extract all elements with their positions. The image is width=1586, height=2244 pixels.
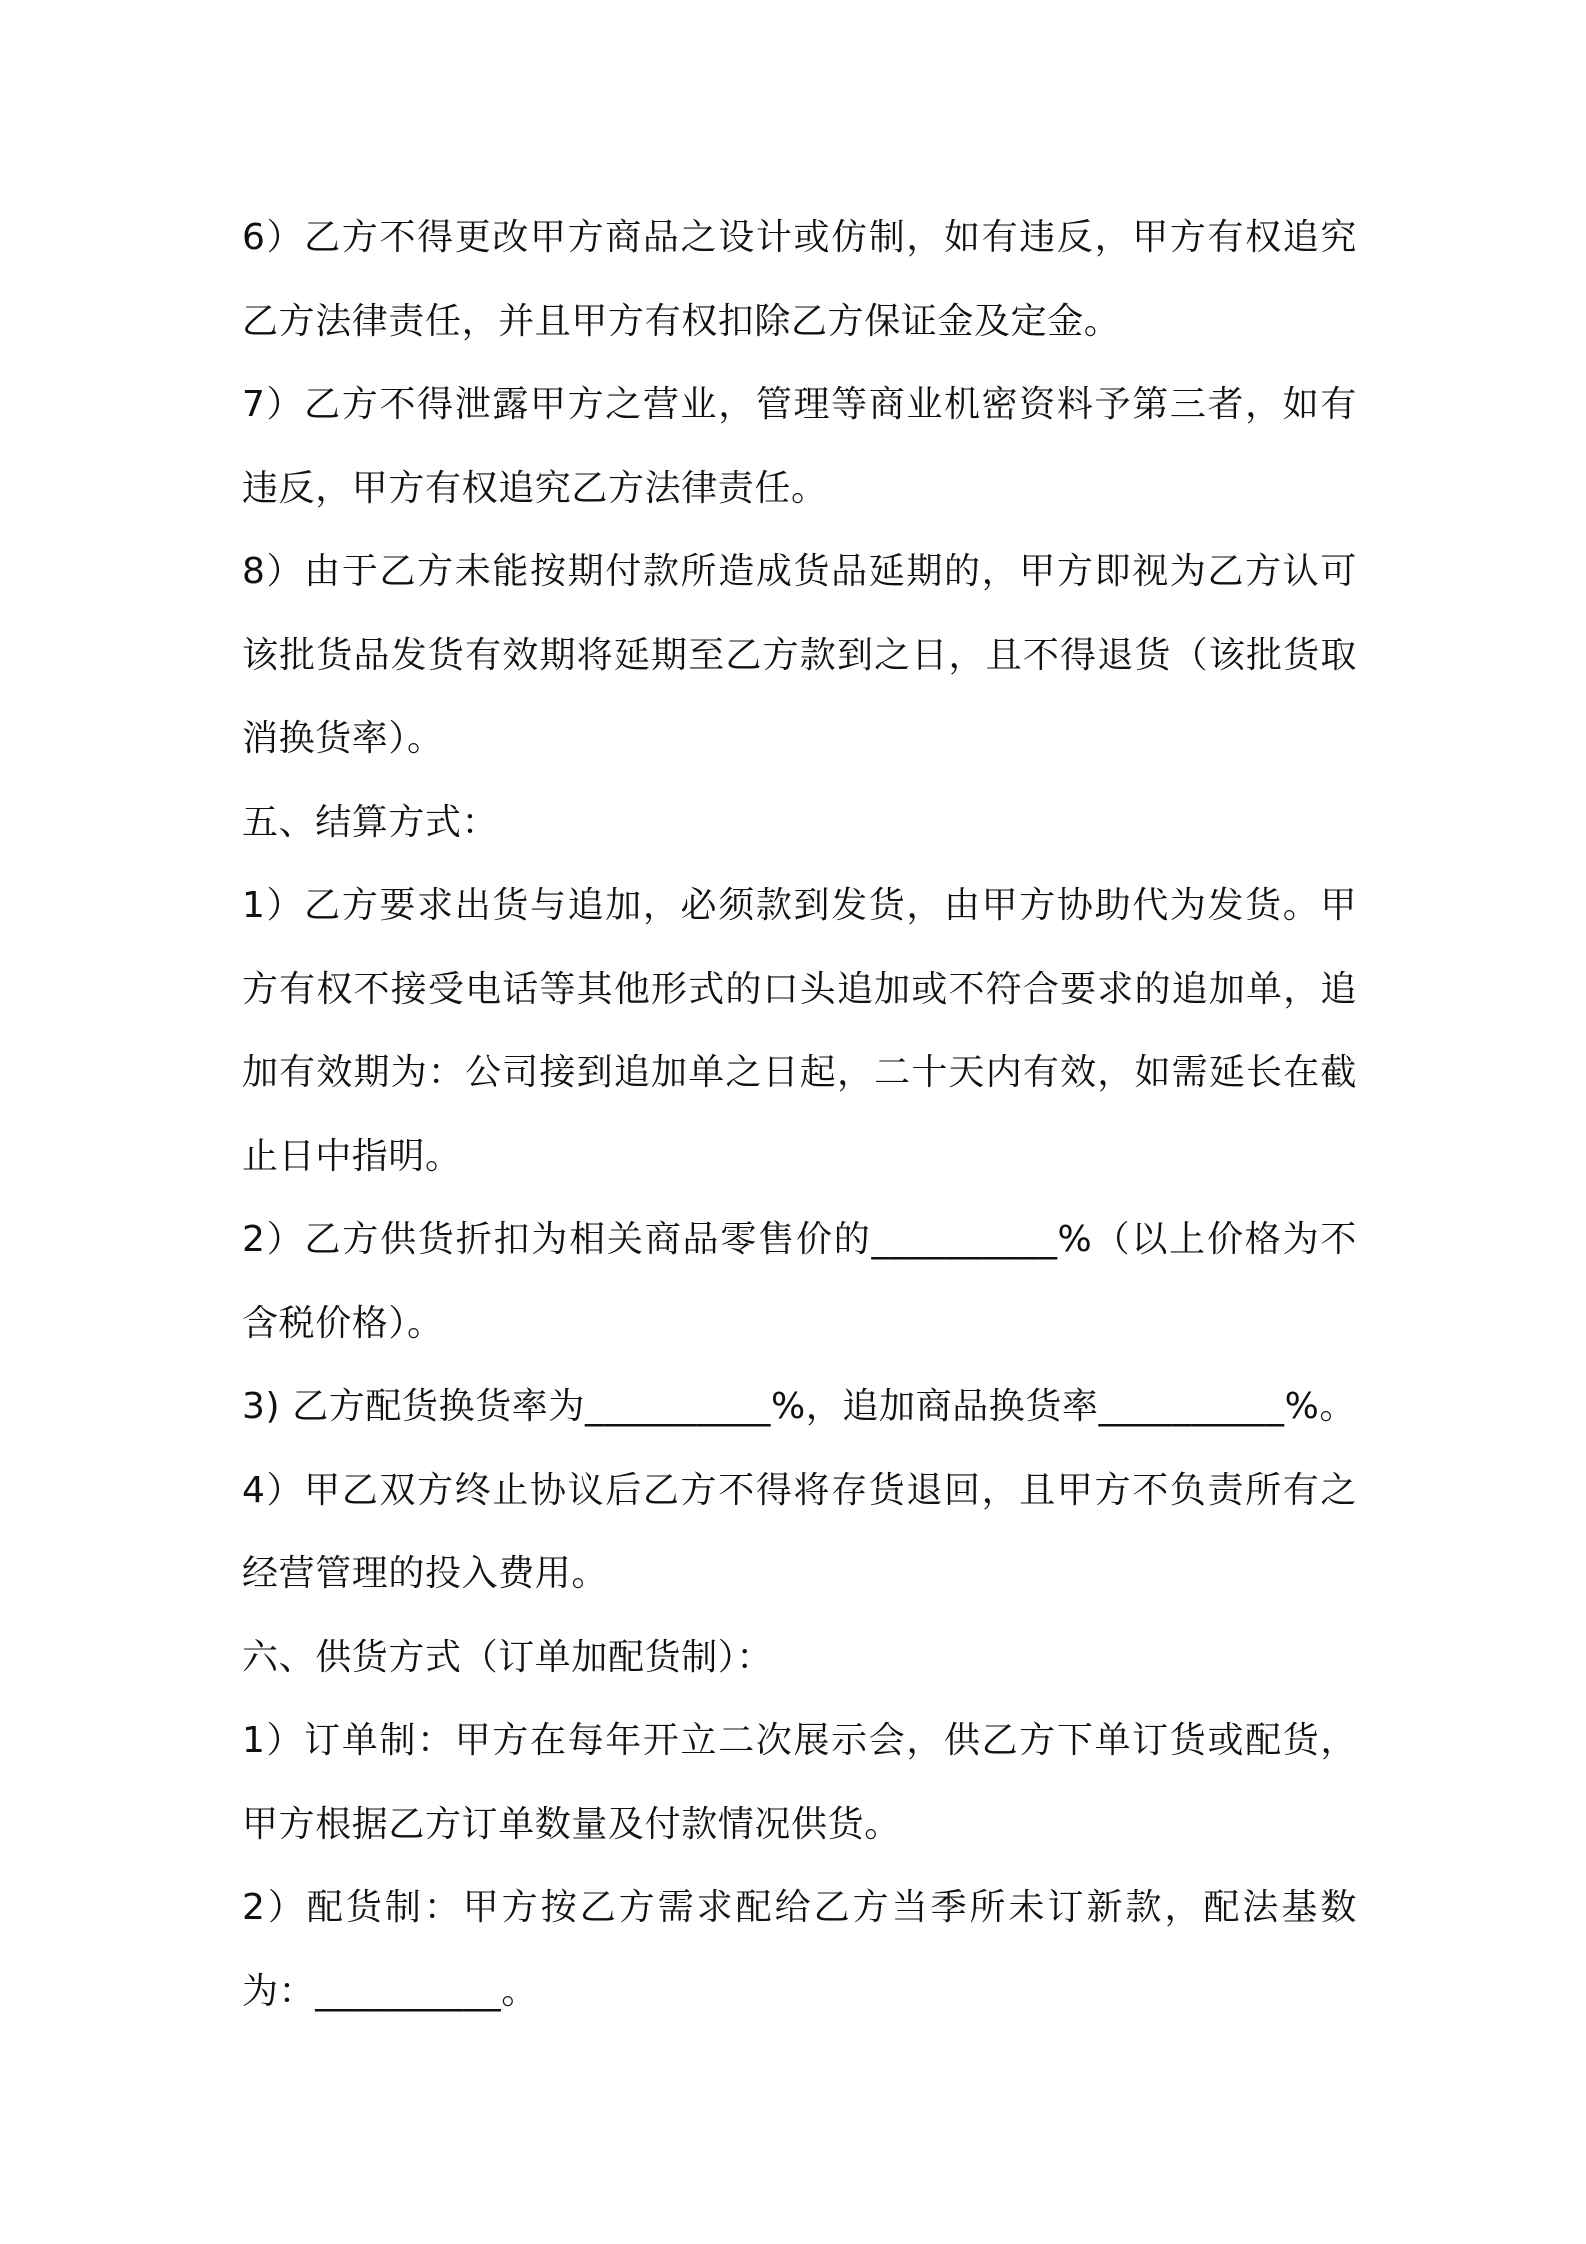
supply-item-2-allocation-system: 2）配货制：甲方按乙方需求配给乙方当季所未订新款，配法基数为：__________。 bbox=[242, 1887, 1357, 2012]
settlement-item-2-discount: 2）乙方供货折扣为相关商品零售价的__________%（以上价格为不含税价格）。 bbox=[242, 1219, 1357, 1344]
settlement-item-4-termination: 4）甲乙双方终止协议后乙方不得将存货退回，且甲方不负责所有之经营管理的投入费用。 bbox=[242, 1469, 1357, 1594]
supply-item-1-order-system: 1）订单制：甲方在每年开立二次展示会，供乙方下单订货或配货，甲方根据乙方订单数量及付款情况供货。 bbox=[242, 1720, 1357, 1845]
section-5-heading-settlement: 五、结算方式： bbox=[242, 801, 499, 843]
settlement-item-3-exchange-rate: 3) 乙方配货换货率为__________%，追加商品换货率__________%。 bbox=[242, 1386, 1357, 1427]
clause-8-late-payment: 8）由于乙方未能按期付款所造成货品延期的，甲方即视为乙方认可该批货品发货有效期将延期至乙方款到之日，且不得退货（该批货取消换货率）。 bbox=[242, 551, 1357, 759]
document-body bbox=[242, 196, 1357, 2033]
clause-7-confidentiality: 7）乙方不得泄露甲方之营业，管理等商业机密资料予第三者，如有违反，甲方有权追究乙方法律责任。 bbox=[242, 384, 1357, 509]
section-6-heading-supply: 六、供货方式（订单加配货制）： bbox=[242, 1636, 774, 1678]
clause-6-no-design-change: 6）乙方不得更改甲方商品之设计或仿制，如有违反，甲方有权追究乙方法律责任，并且甲方有权扣除乙方保证金及定金。 bbox=[242, 217, 1357, 342]
settlement-item-1-shipping: 1）乙方要求出货与追加，必须款到发货，由甲方协助代为发货。甲方有权不接受电话等其他形式的口头追加或不符合要求的追加单，追加有效期为：公司接到追加单之日起，二十天内有效，如需延长在截止日中指明。 bbox=[242, 885, 1357, 1177]
